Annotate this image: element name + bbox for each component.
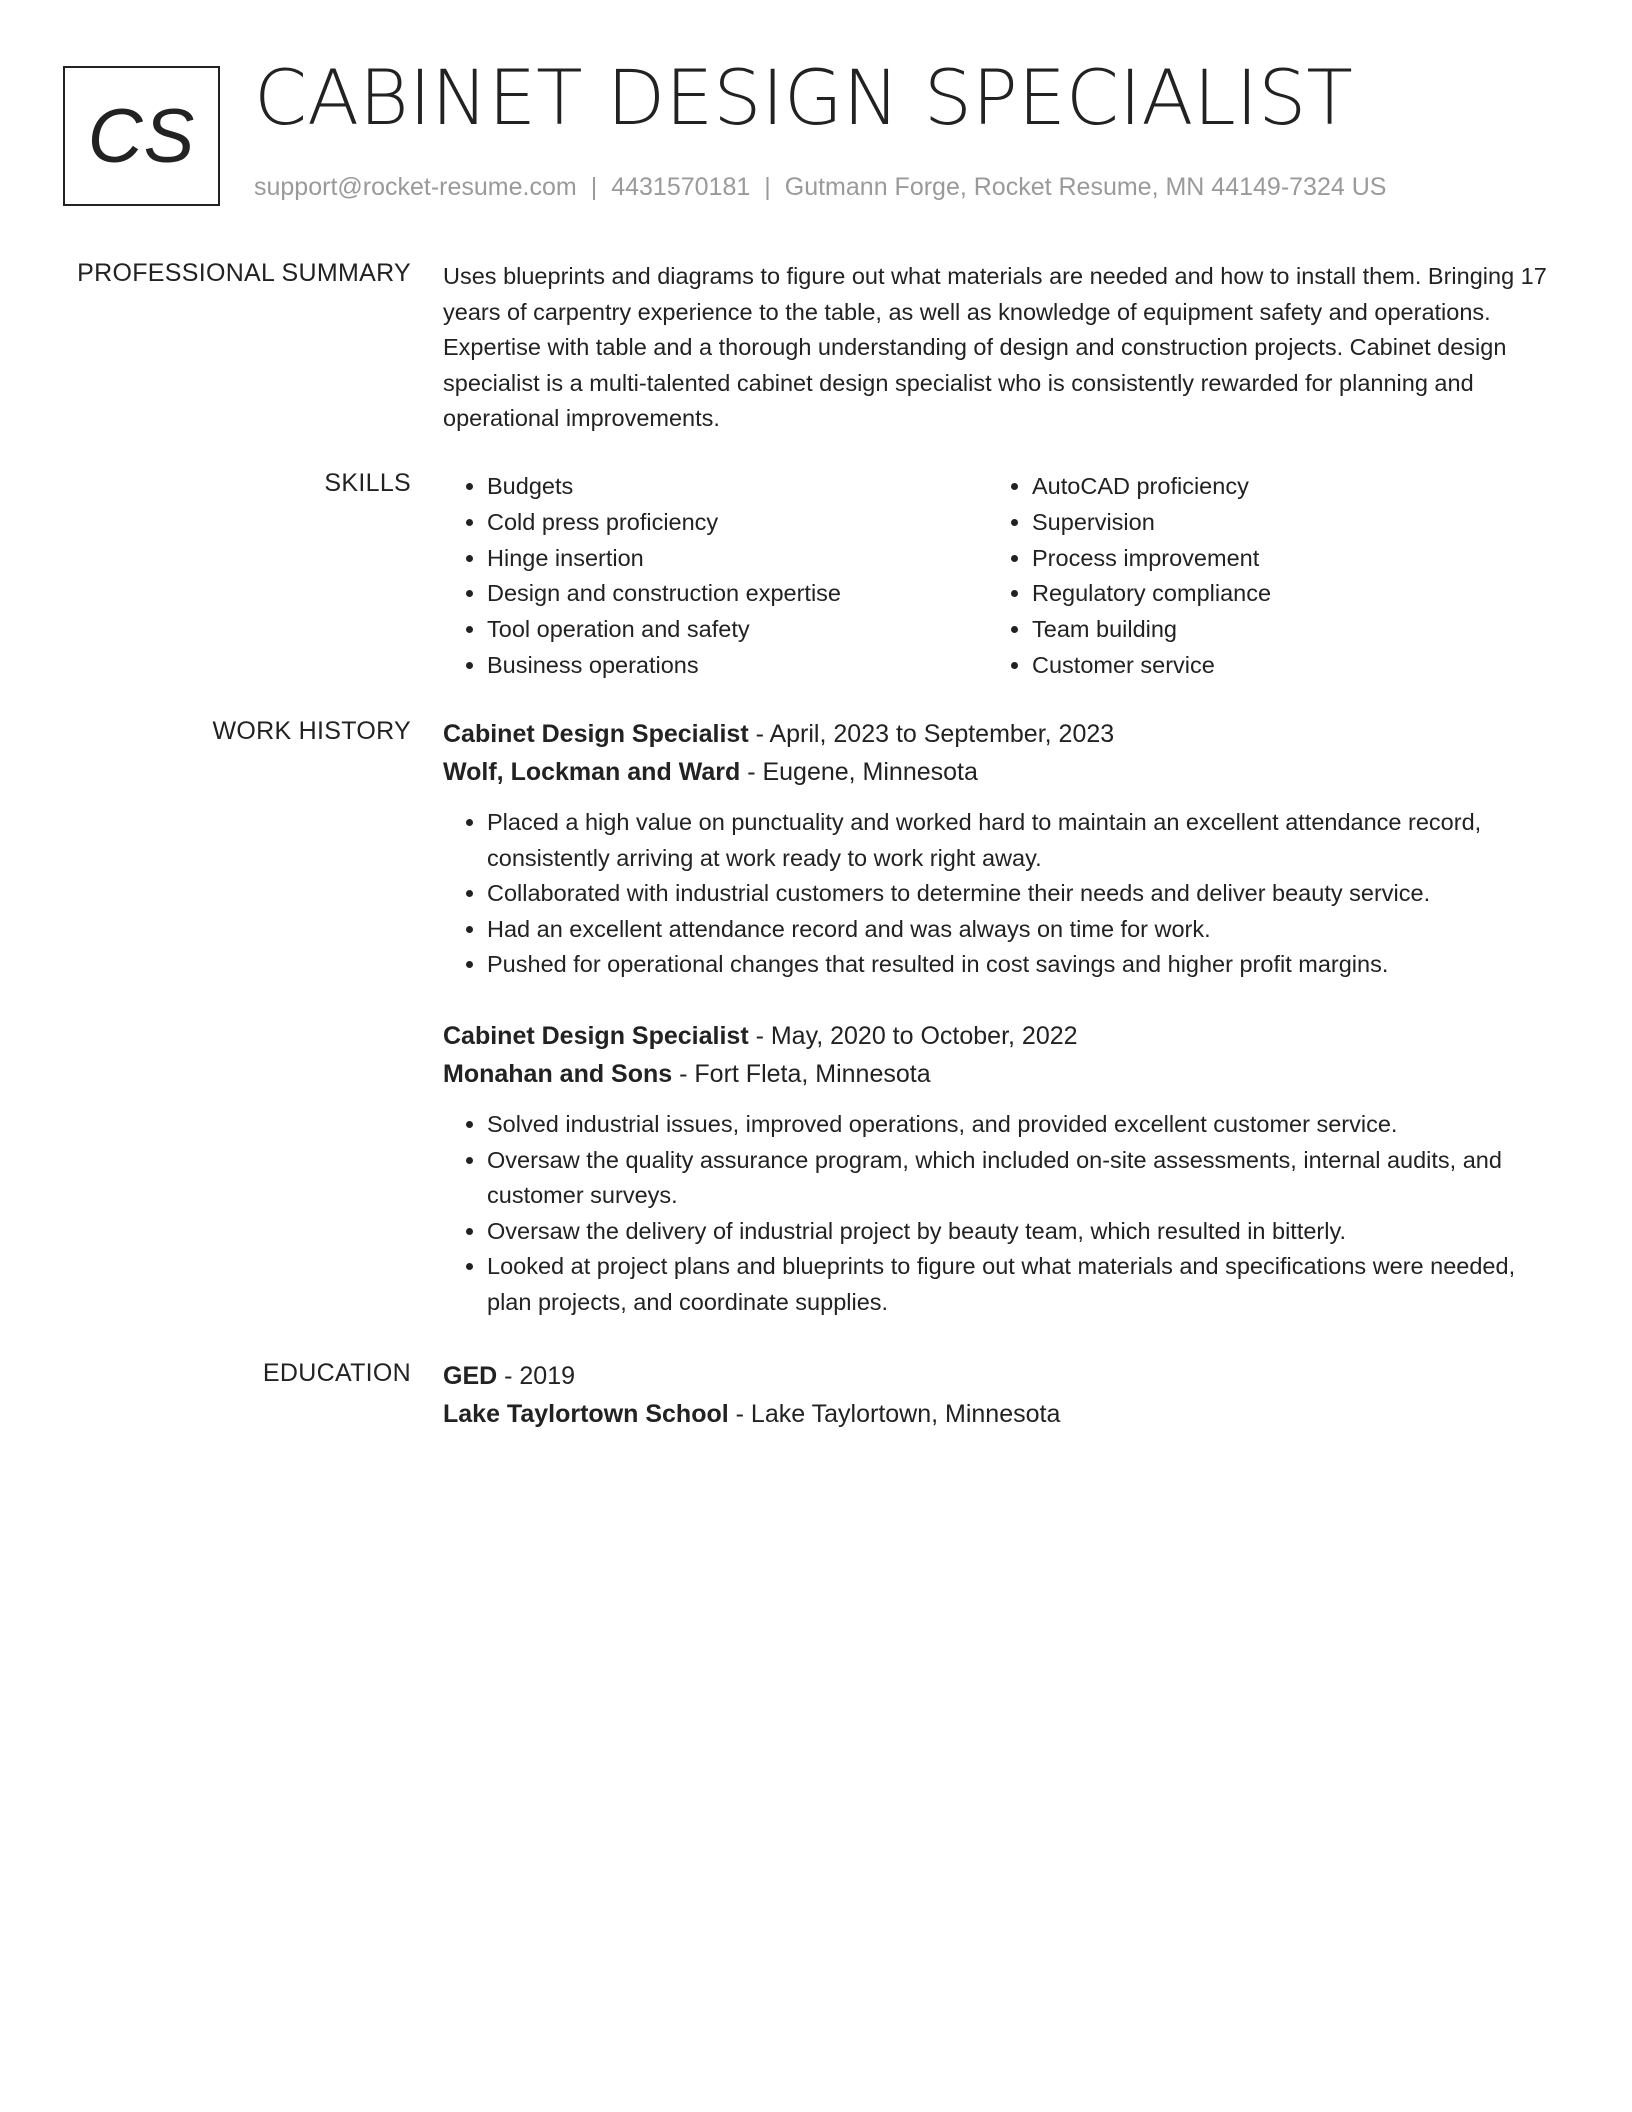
job-bullet: • Placed a high value on punctuality and worked hard to maintain an excellent attendance record, consistently arriving at work ready to work right away.: [487, 805, 1548, 876]
candidate-title: CABINET DESIGN SPECIALIST: [254, 53, 1353, 142]
job-bullet: • Pushed for operational changes that resulted in cost savings and higher profit margins.: [487, 947, 1548, 983]
work-history-body: [443, 715, 1548, 1321]
job-role: Cabinet Design Specialist: [443, 1021, 749, 1050]
contact-separator: |: [764, 173, 771, 201]
summary-body: [443, 259, 1548, 437]
monogram-badge: CS: [63, 66, 220, 206]
skills-body: [443, 469, 1548, 684]
job-bullet: • Solved industrial issues, improved operations, and provided excellent customer service.: [487, 1107, 1548, 1143]
job-bullet: • Collaborated with industrial customers to determine their needs and deliver beauty service.: [487, 876, 1548, 912]
summary-text: Uses blueprints and diagrams to figure out what materials are needed and how to install them. Bringing 17 years of carpentry experience to the table, as well as knowledge of equipment safety and operations. Expertise with table and a thorough understanding of design and construction projects. Cabinet design specialist is a multi-talented cabinet design specialist who is consistently rewarded for planning and operational improvements.: [443, 263, 1547, 432]
skill-item: • AutoCAD proficiency: [1032, 469, 1533, 505]
skills-list-left: [443, 469, 988, 684]
job-location: - Eugene, Minnesota: [740, 758, 978, 786]
job-entry: [443, 715, 1548, 983]
job-bullet: • Oversaw the delivery of industrial project by beauty team, which resulted in bitterly.: [487, 1214, 1548, 1250]
skills-list-right: [988, 469, 1533, 684]
job-dates: - April, 2023 to September, 2023: [748, 720, 1115, 748]
job-company: Monahan and Sons: [443, 1059, 673, 1088]
job-entry: [443, 1017, 1548, 1321]
job-bullet: • Had an excellent attendance record and was always on time for work.: [487, 912, 1548, 948]
contact-separator: |: [590, 173, 598, 201]
skill-item: • Business operations: [487, 648, 988, 684]
education-degree: GED: [443, 1362, 498, 1390]
education-location: - Lake Taylortown, Minnesota: [728, 1400, 1061, 1428]
job-company: Wolf, Lockman and Ward: [443, 758, 741, 786]
contact-address: Gutmann Forge, Rocket Resume, MN 44149-7324 US: [784, 173, 1387, 201]
contact-email: support@rocket-resume.com: [254, 173, 577, 201]
job-dates: - May, 2020 to October, 2022: [748, 1021, 1078, 1050]
summary-heading: PROFESSIONAL SUMMARY: [77, 259, 411, 287]
job-title-line: [443, 1017, 1548, 1055]
job-title-line: [443, 715, 1548, 753]
education-school-line: [443, 1395, 1548, 1433]
skill-item: • Cold press proficiency: [487, 505, 988, 541]
job-bullet: • Looked at project plans and blueprints to figure out what materials and specifications were needed, plan projects, and coordinate supplies.: [487, 1249, 1548, 1320]
skill-item: • Process improvement: [1032, 541, 1533, 577]
skill-item: • Tool operation and safety: [487, 612, 988, 648]
skill-item: • Supervision: [1032, 505, 1533, 541]
education-degree-line: [443, 1357, 1548, 1395]
skill-item: • Team building: [1032, 612, 1533, 648]
education-school: Lake Taylortown School: [443, 1400, 729, 1428]
job-location: - Fort Fleta, Minnesota: [672, 1059, 931, 1088]
job-role: Cabinet Design Specialist: [443, 720, 749, 748]
education-body: [443, 1357, 1548, 1433]
skill-item: • Regulatory compliance: [1032, 576, 1533, 612]
job-bullets: [443, 805, 1548, 983]
skill-item: • Budgets: [487, 469, 988, 505]
job-company-line: [443, 753, 1548, 791]
job-company-line: [443, 1055, 1548, 1093]
contact-line: [254, 173, 1386, 202]
job-bullet: • Oversaw the quality assurance program, which included on-site assessments, internal audits, and customer surveys.: [487, 1143, 1548, 1214]
education-heading: EDUCATION: [262, 1359, 411, 1387]
contact-phone: 4431570181: [611, 173, 751, 201]
skill-item: • Design and construction expertise: [487, 576, 988, 612]
skill-item: • Hinge insertion: [487, 541, 988, 577]
education-year: - 2019: [497, 1362, 576, 1390]
skills-columns: [443, 469, 1548, 684]
job-bullets: [443, 1107, 1548, 1321]
skills-heading: SKILLS: [324, 469, 411, 497]
work-history-heading: WORK HISTORY: [212, 717, 411, 745]
skill-item: • Customer service: [1032, 648, 1533, 684]
